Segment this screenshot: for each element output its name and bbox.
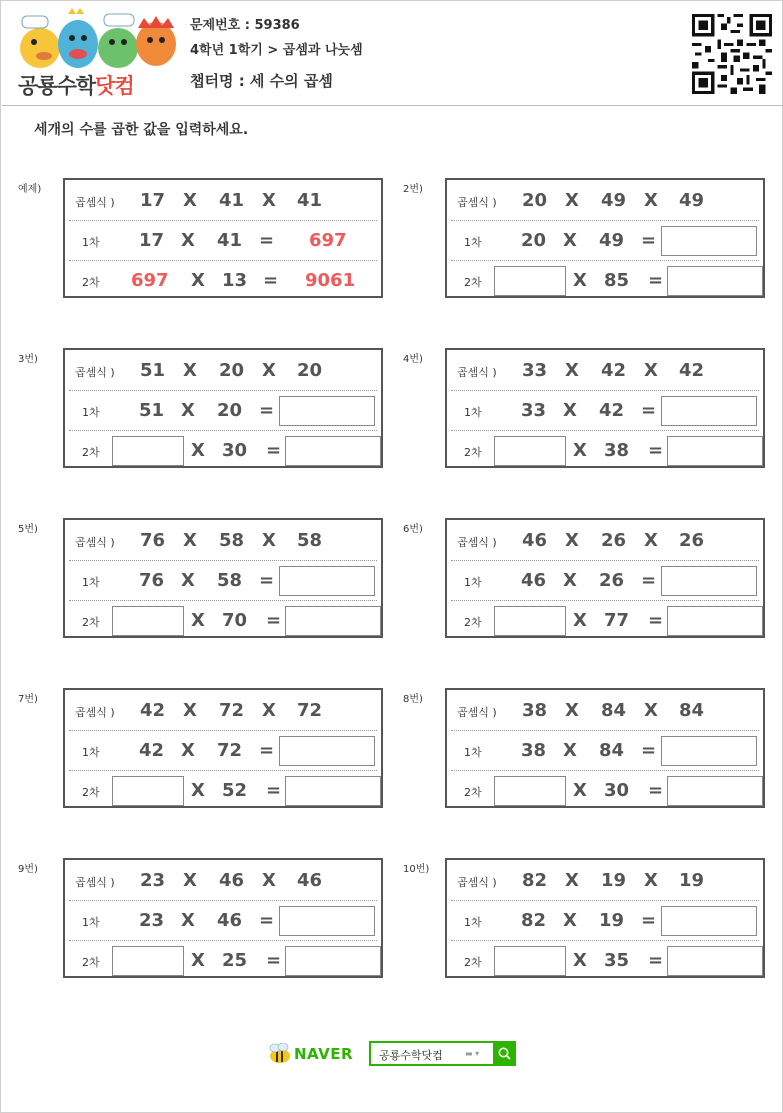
times-sign: X (563, 910, 577, 931)
step2-left-input[interactable] (112, 436, 184, 466)
problem-label: 5번) (18, 524, 38, 535)
step1-b: 46 (217, 910, 243, 931)
times-sign: X (644, 700, 658, 721)
factor-a: 51 (140, 360, 166, 381)
first-step-label: 1차 (82, 236, 100, 249)
factor-b: 41 (219, 190, 245, 211)
course-breadcrumb: 4학년 1학기 > 곱셈과 나눗셈 (190, 43, 363, 58)
final-answer-input[interactable] (667, 436, 763, 466)
step1-answer-input[interactable] (661, 226, 757, 256)
step1-b: 19 (599, 910, 625, 931)
factor-b: 46 (219, 870, 245, 891)
first-step-row (69, 562, 377, 601)
naver-search-banner[interactable] (267, 1041, 517, 1067)
times-sign: X (573, 610, 587, 631)
formula-row (451, 182, 759, 221)
times-sign: X (563, 570, 577, 591)
second-step-row (69, 772, 377, 811)
second-step-row (451, 602, 759, 641)
second-step-label: 2차 (82, 446, 100, 459)
times-sign: X (181, 400, 195, 421)
step1-b: 84 (599, 740, 625, 761)
keyboard-dropdown-icon[interactable]: ▬ ▾ (465, 1049, 480, 1058)
times-sign: X (565, 530, 579, 551)
final-answer-input[interactable] (285, 776, 381, 806)
naver-bee-icon (267, 1043, 293, 1065)
naver-wordmark: NAVER (294, 1045, 354, 1063)
times-sign: X (565, 870, 579, 891)
step1-answer-input[interactable] (661, 566, 757, 596)
first-step-label: 1차 (464, 576, 482, 589)
step2-multiplier: 52 (222, 780, 248, 801)
times-sign: X (644, 530, 658, 551)
second-step-label: 2차 (82, 786, 100, 799)
times-sign: X (644, 870, 658, 891)
factor-c: 19 (679, 870, 705, 891)
first-step-row (69, 392, 377, 431)
times-sign: X (183, 360, 197, 381)
first-step-label: 1차 (82, 916, 100, 929)
final-answer: 9061 (305, 270, 356, 291)
times-sign: X (573, 950, 587, 971)
factor-a: 46 (522, 530, 548, 551)
times-sign: X (262, 530, 276, 551)
problem-box (445, 858, 765, 978)
step1-answer-input[interactable] (279, 396, 375, 426)
formula-label: 곱셈식 ) (75, 706, 115, 719)
equals-sign: = (648, 610, 664, 631)
formula-label: 곱셈식 ) (457, 706, 497, 719)
first-step-row (69, 902, 377, 941)
worksheet-header (2, 2, 783, 106)
second-step-row (451, 262, 759, 301)
times-sign: X (183, 700, 197, 721)
first-step-row (69, 732, 377, 771)
step1-b: 26 (599, 570, 625, 591)
step1-a: 20 (521, 230, 547, 251)
second-step-row (69, 262, 377, 301)
step1-answer-input[interactable] (661, 736, 757, 766)
step2-left-input[interactable] (494, 776, 566, 806)
site-logo[interactable] (14, 8, 179, 100)
problem-label: 9번) (18, 864, 38, 875)
second-step-label: 2차 (464, 276, 482, 289)
times-sign: X (262, 700, 276, 721)
step1-a: 46 (521, 570, 547, 591)
step1-b: 72 (217, 740, 243, 761)
second-step-label: 2차 (464, 956, 482, 969)
factor-b: 58 (219, 530, 245, 551)
equals-sign: = (259, 740, 275, 761)
times-sign: X (565, 360, 579, 381)
problem-label: 6번) (403, 524, 423, 535)
problem-box (63, 178, 383, 298)
factor-b: 84 (601, 700, 627, 721)
factor-c: 84 (679, 700, 705, 721)
formula-label: 곱셈식 ) (457, 196, 497, 209)
problem-label: 8번) (403, 694, 423, 705)
step1-answer-input[interactable] (661, 906, 757, 936)
second-step-label: 2차 (464, 616, 482, 629)
step1-answer-input[interactable] (279, 566, 375, 596)
equals-sign: = (648, 440, 664, 461)
problem-label: 4번) (403, 354, 423, 365)
formula-row (451, 862, 759, 901)
formula-label: 곱셈식 ) (75, 876, 115, 889)
times-sign: X (191, 270, 205, 291)
step2-left-input[interactable] (112, 946, 184, 976)
search-icon (493, 1041, 516, 1066)
times-sign: X (563, 400, 577, 421)
formula-label: 곱셈식 ) (75, 196, 115, 209)
final-answer-input[interactable] (667, 266, 763, 296)
first-step-label: 1차 (82, 746, 100, 759)
step2-left-input[interactable] (494, 436, 566, 466)
step1-a: 42 (139, 740, 165, 761)
times-sign: X (565, 700, 579, 721)
equals-sign: = (259, 570, 275, 591)
factor-a: 17 (140, 190, 166, 211)
problem-box (63, 518, 383, 638)
first-step-label: 1차 (464, 406, 482, 419)
instruction-text: 세개의 수를 곱한 값을 입력하세요. (34, 122, 249, 138)
second-step-row (69, 942, 377, 981)
equals-sign: = (648, 780, 664, 801)
formula-row (451, 352, 759, 391)
factor-b: 20 (219, 360, 245, 381)
second-step-label: 2차 (82, 276, 100, 289)
formula-row (69, 862, 377, 901)
formula-row (69, 182, 377, 221)
step2-left-input[interactable] (112, 776, 184, 806)
naver-search-query[interactable]: 공룡수학닷컴 (379, 1049, 443, 1062)
factor-c: 72 (297, 700, 323, 721)
formula-row (69, 352, 377, 391)
factor-c: 20 (297, 360, 323, 381)
second-step-row (69, 432, 377, 471)
first-step-label: 1차 (82, 406, 100, 419)
formula-row (69, 522, 377, 561)
factor-a: 82 (522, 870, 548, 891)
times-sign: X (191, 610, 205, 631)
problem-number: 문제번호 : 59386 (190, 18, 300, 33)
step1-b: 42 (599, 400, 625, 421)
first-step-row (451, 732, 759, 771)
times-sign: X (181, 910, 195, 931)
times-sign: X (181, 230, 195, 251)
problem-box (445, 518, 765, 638)
second-step-label: 2차 (464, 786, 482, 799)
problem-label: 7번) (18, 694, 38, 705)
second-step-row (451, 942, 759, 981)
factor-c: 41 (297, 190, 323, 211)
equals-sign: = (641, 230, 657, 251)
factor-c: 46 (297, 870, 323, 891)
step2-multiplier: 38 (604, 440, 630, 461)
step2-multiplier: 85 (604, 270, 630, 291)
factor-b: 72 (219, 700, 245, 721)
step1-answer-input[interactable] (661, 396, 757, 426)
dinosaur-mascots-icon (14, 8, 179, 70)
step1-a: 23 (139, 910, 165, 931)
problem-label: 2번) (403, 184, 423, 195)
equals-sign: = (641, 570, 657, 591)
first-step-label: 1차 (464, 916, 482, 929)
equals-sign: = (641, 740, 657, 761)
first-step-row (451, 392, 759, 431)
equals-sign: = (641, 910, 657, 931)
times-sign: X (262, 360, 276, 381)
equals-sign: = (263, 270, 279, 291)
factor-b: 19 (601, 870, 627, 891)
problem-box (63, 858, 383, 978)
times-sign: X (181, 570, 195, 591)
formula-label: 곱셈식 ) (457, 366, 497, 379)
factor-c: 49 (679, 190, 705, 211)
second-step-label: 2차 (82, 616, 100, 629)
problem-label: 10번) (403, 864, 430, 875)
problem-label: 예제) (18, 184, 42, 195)
factor-b: 26 (601, 530, 627, 551)
step1-a: 33 (521, 400, 547, 421)
step1-answer: 697 (309, 230, 347, 251)
step1-b: 58 (217, 570, 243, 591)
times-sign: X (644, 360, 658, 381)
problem-label: 3번) (18, 354, 38, 365)
equals-sign: = (648, 950, 664, 971)
equals-sign: = (641, 400, 657, 421)
second-step-row (451, 432, 759, 471)
times-sign: X (183, 870, 197, 891)
problem-box (63, 688, 383, 808)
final-answer-input[interactable] (285, 946, 381, 976)
second-step-row (69, 602, 377, 641)
formula-label: 곱셈식 ) (75, 536, 115, 549)
times-sign: X (262, 870, 276, 891)
factor-a: 76 (140, 530, 166, 551)
equals-sign: = (648, 270, 664, 291)
step2-left-input[interactable] (494, 946, 566, 976)
naver-search-box[interactable] (369, 1041, 514, 1066)
problem-box (445, 348, 765, 468)
times-sign: X (191, 440, 205, 461)
times-sign: X (644, 190, 658, 211)
final-answer-input[interactable] (667, 776, 763, 806)
step2-left-input[interactable] (112, 606, 184, 636)
equals-sign: = (266, 780, 282, 801)
problem-box (445, 688, 765, 808)
logo-wordmark: 공룡수학닷컴 (18, 74, 134, 98)
factor-c: 42 (679, 360, 705, 381)
first-step-label: 1차 (464, 236, 482, 249)
second-step-label: 2차 (82, 956, 100, 969)
formula-row (69, 692, 377, 731)
formula-label: 곱셈식 ) (457, 876, 497, 889)
times-sign: X (573, 440, 587, 461)
step1-a: 51 (139, 400, 165, 421)
step2-multiplier: 25 (222, 950, 248, 971)
times-sign: X (191, 780, 205, 801)
final-answer-input[interactable] (285, 606, 381, 636)
step1-a: 17 (139, 230, 165, 251)
times-sign: X (191, 950, 205, 971)
equals-sign: = (266, 610, 282, 631)
second-step-label: 2차 (464, 446, 482, 459)
factor-a: 20 (522, 190, 548, 211)
times-sign: X (563, 230, 577, 251)
times-sign: X (181, 740, 195, 761)
equals-sign: = (259, 910, 275, 931)
equals-sign: = (266, 950, 282, 971)
first-step-row (451, 222, 759, 261)
factor-a: 42 (140, 700, 166, 721)
step1-answer-input[interactable] (279, 736, 375, 766)
first-step-row (69, 222, 377, 261)
step1-a: 76 (139, 570, 165, 591)
equals-sign: = (259, 230, 275, 251)
final-answer-input[interactable] (285, 436, 381, 466)
step2-left-input[interactable] (494, 606, 566, 636)
formula-label: 곱셈식 ) (457, 536, 497, 549)
times-sign: X (573, 270, 587, 291)
times-sign: X (565, 190, 579, 211)
factor-b: 49 (601, 190, 627, 211)
first-step-row (451, 902, 759, 941)
step1-b: 20 (217, 400, 243, 421)
formula-label: 곱셈식 ) (75, 366, 115, 379)
problem-box (63, 348, 383, 468)
step1-b: 41 (217, 230, 243, 251)
factor-a: 38 (522, 700, 548, 721)
times-sign: X (262, 190, 276, 211)
step2-multiplier: 30 (604, 780, 630, 801)
factor-b: 42 (601, 360, 627, 381)
times-sign: X (183, 530, 197, 551)
factor-a: 33 (522, 360, 548, 381)
factor-c: 58 (297, 530, 323, 551)
first-step-label: 1차 (464, 746, 482, 759)
naver-search-button[interactable] (493, 1041, 516, 1066)
step1-a: 82 (521, 910, 547, 931)
final-answer-input[interactable] (667, 606, 763, 636)
times-sign: X (183, 190, 197, 211)
factor-a: 23 (140, 870, 166, 891)
step2-multiplier: 77 (604, 610, 630, 631)
first-step-row (451, 562, 759, 601)
step2-left-input[interactable] (494, 266, 566, 296)
times-sign: X (563, 740, 577, 761)
second-step-row (451, 772, 759, 811)
chapter-title: 챕터명 : 세 수의 곱셈 (190, 72, 333, 90)
formula-row (451, 522, 759, 561)
step2-multiplier: 30 (222, 440, 248, 461)
formula-row (451, 692, 759, 731)
step2-left-value: 697 (131, 270, 169, 291)
equals-sign: = (259, 400, 275, 421)
final-answer-input[interactable] (667, 946, 763, 976)
step2-multiplier: 35 (604, 950, 630, 971)
step1-b: 49 (599, 230, 625, 251)
step2-multiplier: 13 (222, 270, 248, 291)
problem-box (445, 178, 765, 298)
times-sign: X (573, 780, 587, 801)
step1-answer-input[interactable] (279, 906, 375, 936)
equals-sign: = (266, 440, 282, 461)
step1-a: 38 (521, 740, 547, 761)
factor-c: 26 (679, 530, 705, 551)
first-step-label: 1차 (82, 576, 100, 589)
qr-code-icon[interactable] (692, 14, 772, 94)
step2-multiplier: 70 (222, 610, 248, 631)
